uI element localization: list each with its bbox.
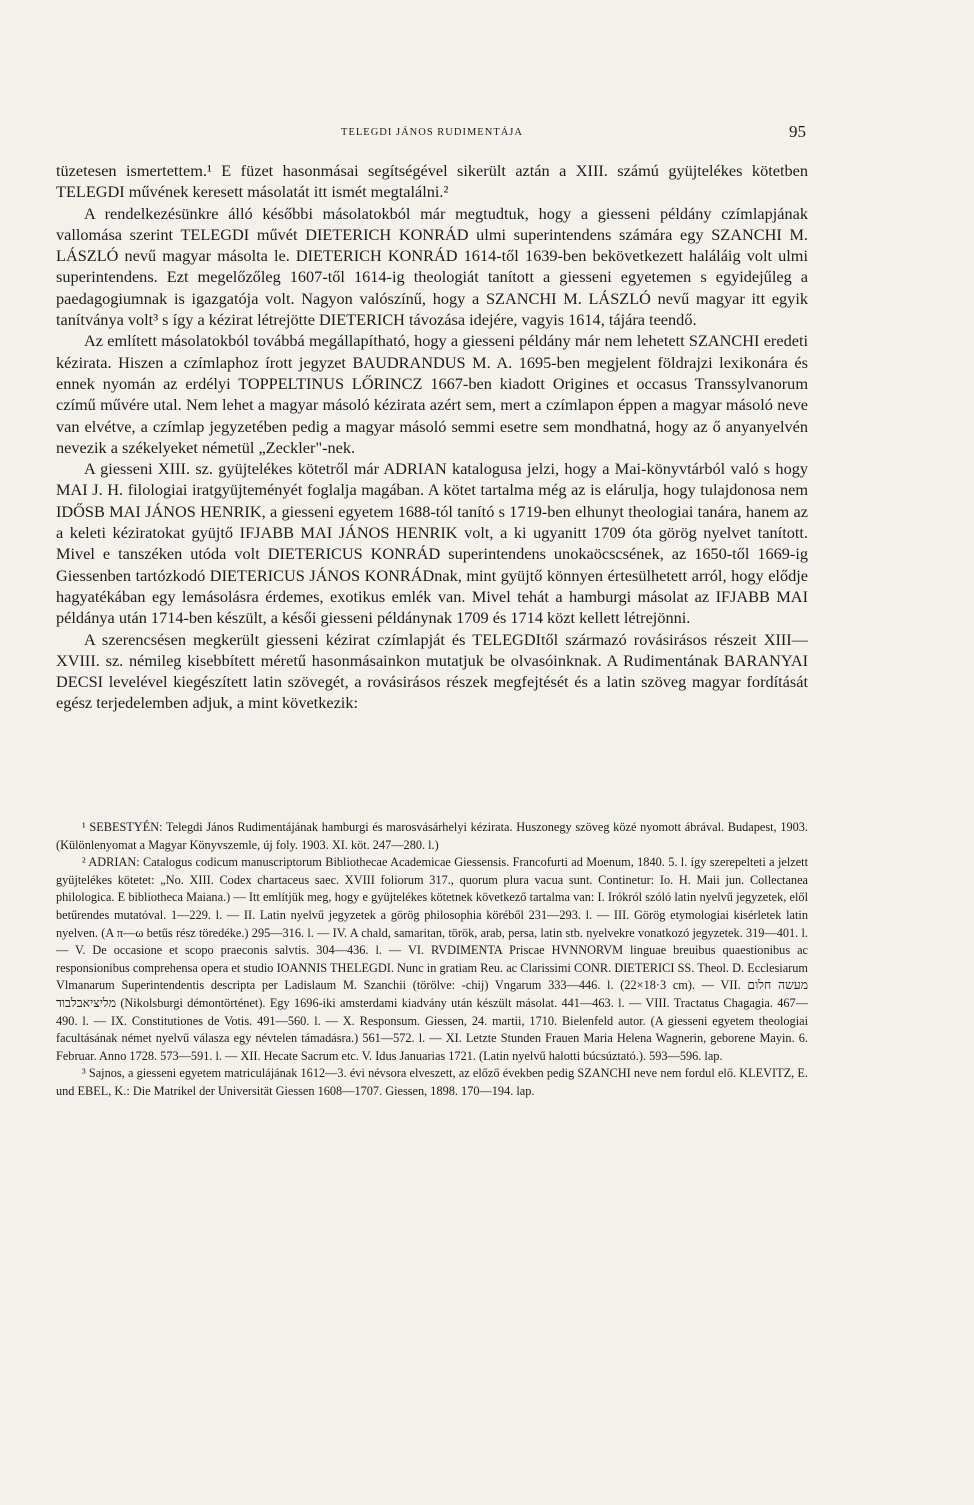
running-title: TELEGDI JÁNOS RUDIMENTÁJA [341,127,523,138]
paragraph-5: A szerencsésen megkerült giesseni kézirat czímlapját és TELEGDItől származó rovásirásos részeit XIII—XVIII. sz. némileg kisebbített méretű hasonmásainkon mutatjuk be olvasóinknak. A Rudimentának BARANYAI DECSI levelével kiegészített latin szövegét, a rovásirásos részek megfejtését és a latin szöveg magyar fordítását egész terjedelemben adjuk, a mint következik: [56,629,808,713]
paragraph-1: tüzetesen ismertettem.¹ E füzet hasonmásai segítségével sikerült aztán a XIII. számú gyüjtelékes kötetben TELEGDI művének keresett másolatát itt ismét megtalálni.² [56,161,808,202]
paragraph-4: A giesseni XIII. sz. gyüjtelékes kötetről már ADRIAN katalogusa jelzi, hogy a Mai-könyvtárból való s hogy MAI J. H. filologiai iratgyüjteményét foglalja magában. A kötet tartalma még az is elárulja, hogy tulajdonosa nem IDŐSB MAI JÁNOS HENRIK, a giesseni egyetem 1688-tól tanító s 1719-ben elhunyt theologiai tanára, hanem az a keleti kéziratokat gyüjtő IFJABB MAI JÁNOS HENRIK volt, a ki ugyanitt 1709 óta görög nyelvet tanított. Mivel e tanszéken utóda volt DIETERICUS KONRÁD superintendens unokaöcscsének, az 1650-től 1669-ig Giessenben tartózkodó DIETERICUS JÁNOS KONRÁDnak, mint gyüjtő könnyen értesülhetett arról, hogy elődje hagyatékában egy lemásolásra érdemes, exotikus emlék van. Mivel tehát a hamburgi másolat az IFJABB MAI példánya után 1714-ben készült, a késői giesseni példánynak 1709 és 1714 közt kellett létrejönni. [56,459,808,628]
paragraph-2: A rendelkezésünkre álló későbbi másolatokból már megtudtuk, hogy a giesseni példány czímlapjának vallomása szerint TELEGDI művét DIETERICH KONRÁD ulmi superintendens számára egy SZANCHI M. LÁSZLÓ nevű magyar másolta le. DIETERICH KONRÁD 1614-től 1639-ben bekövetkezett haláláig volt ulmi superintendens. Ezt megelőzőleg 1607-től 1614-ig theologiát tanított a giesseni egyetemen s egyidejűleg a paedagogiumnak is igazgatója volt. Nagyon valószínű, hogy a SZANCHI M. LÁSZLÓ nevű magyar itt egyik tanítványa volt³ s így a kézirat létrejötte DIETERICH távozása idejére, vagyis 1614, tájára teendő. [56,203,808,330]
page-header [58,122,806,146]
main-text [56,160,808,714]
footnote-3: ³ Sajnos, a giesseni egyetem matriculájának 1612—3. évi névsora elveszett, az előző években pedig SZANCHI neve nem fordul elő. KLEVITZ, E. und EBEL, K.: Die Matrikel der Universität Giessen 1608—1707. Giessen, 1898. 170—194. lap. [56,1066,808,1098]
footnote-1: ¹ SEBESTYÉN: Telegdi János Rudimentájának hamburgi és marosvásárhelyi kézirata. Huszonegy szöveg közé nyomott ábrával. Budapest, 1903. (Különlenyomat a Magyar Könyvszemle, új foly. 1903. XI. köt. 247—280. l.) [56,820,808,852]
page-number: 95 [789,122,806,141]
footnotes [56,819,808,1101]
paragraph-3: Az említett másolatokból továbbá megállapítható, hogy a giesseni példány már nem lehetett SZANCHI eredeti kézirata. Hiszen a czímlaphoz írott jegyzet BAUDRANDUS M. A. 1695-ben megjelent földrajzi lexikonára és ennek nyomán az erdélyi TOPPELTINUS LŐRINCZ 1667-ben kiadott Origines et occasus Transsylvanorum czímű művére utal. Nem lehet a magyar másoló kézirata azért sem, mert a czímlapon éppen a magyar másoló neve van elvétve, a czímlap jegyzetében pedig a magyar másoló semmi esetre sem mondhatná, hogy az ő anyanyelvén nevezik a székelyeket németül „Zeckler"-nek. [56,331,808,457]
footnote-2: ² ADRIAN: Catalogus codicum manuscriptorum Bibliothecae Academicae Giessensis. Francofurti ad Moenum, 1840. 5. l. így szerepelteti a jelzett gyüjtelékes kötetet: „No. XIII. Codex chartaceus saec. XVIII foliorum 317., quorum plura vacua sunt. Continetur: Io. H. Maii jun. Collectanea philologica. E bibliotheca Maiana.) — Itt említjük meg, hogy e gyüjtelékes kötetnek következő tartalma van: I. Irókról szóló latin nyelvű jegyzetek, elől betűrendes mutatóval. 1—229. l. — II. Latin nyelvű jegyzetek a görög philosophia köréből 231—293. l. — III. Görög etymologiai kisérletek latin nyelven. (A π—ω betűs rész töredéke.) 295—316. l. — IV. A chald, samaritan, török, arab, persa, latin stb. nyelvekre vonatkozó jegyzetek. 319—401. l. — V. De occasione et scopo praeconis salvtis. 304—436. l. — VI. RVDIMENTA Priscae HVNNORVM linguae breuibus quaestionibus ac responsionibus comprehensa opera et studio IOANNIS THELEGDI. Nunc in gratiam Reu. ac Clarissimi CONR. DIETERICI SS. Theol. D. Ecclesiarum Vlmanarum Superintendentis descripta per Ladislaum M. Szanchii (törölve: -chij) Vngarum 333—446. l. (22×18·3 cm). — VII. מעשה חלום מליציאבלבוד (Nikolsburgi démontörténet). Egy 1696-iki amsterdami kiadvány után készült másolat. 441—463. l. — VIII. Tractatus Chagagia. 467—490. l. — IX. Constitutiones de Votis. 491—560. l. — X. Responsum. Giessen, 24. martii, 1710. Bielenfeld autor. (A giesseni egyetem theologiai facultásának német nyelvű válasza egy névtelen támadásra.) 561—572. l. — XI. Letzte Stunden Frauen Maria Helena Wagnerin, geborene Mayin. 6. Februar. Anno 1728. 573—591. l. — XII. Hecate Sacrum etc. V. Idus Januarias 1721. (Latin nyelvű halotti búcsúztató.). 593—596. lap. [56,855,808,1063]
